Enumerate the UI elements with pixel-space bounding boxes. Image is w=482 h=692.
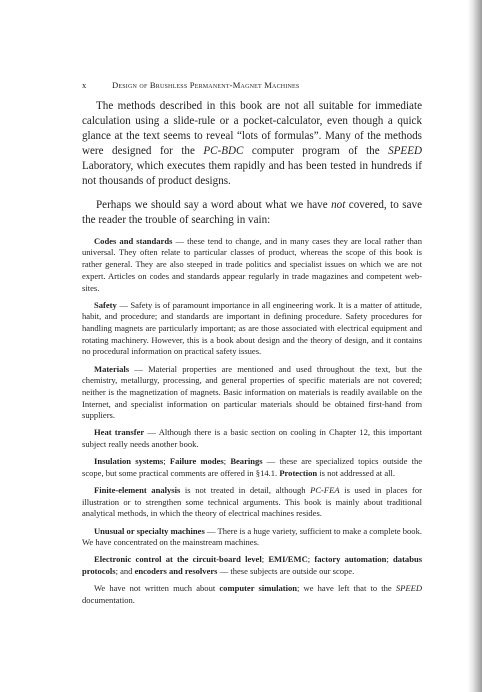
item-text: ; we have left that to the [297,583,396,594]
item-term: Unusual or specialty machines [94,525,205,536]
item-term: Insulation systems [94,456,164,467]
text-run: Perhaps we should say a word about what we have [96,198,332,211]
emphasis: not [331,198,346,211]
program-name: PC-BDC [203,145,244,158]
item-term: Electronic control at the circuit-board level [94,554,262,565]
item-text: — Safety is of paramount importance in all engineering work. It is a matter of attitude, habit, and procedure; and standards are important in defining procedure. Safety procedures for handling magnets are particularly important; as are those associated with electrical equipment and rotating machinery. However, this is a book about design and the theory of design, and it contains no procedural information on practical safety issues. [82,299,422,357]
separator: ; [223,456,231,467]
item-term: Failure modes [169,456,224,467]
program-name: PC-FEA [310,485,340,496]
separator: ; [261,554,269,565]
item-text: — Material properties are mentioned and used throughout the text, but the chemistry, metallurgy, processing, and general properties of specific materials are not covered; neither is the magnetization of magnets. Basic information on materials is readily available on the Internet, and specialist information on particular materials should be obtained first-hand from suppliers. [82,363,422,421]
running-title: Design of Brushless Permanent-Magnet Machines [112,80,300,90]
text-run: covered, to save the reader the trouble of searching in vain: [82,198,422,226]
text-run: computer program of the [243,145,389,158]
item-term: Finite-element analysis [94,485,181,496]
item-term: Protection [279,467,318,478]
item-term: factory automation [314,554,387,565]
item-text: is not addressed at all. [317,467,395,478]
item-materials [82,364,422,423]
item-codes-standards [82,236,422,295]
item-electronic-control [82,554,422,577]
item-term: encoders and resolvers [134,566,218,577]
item-text: — There is a huge variety, sufficient to make a complete book. We have concentrated on the mainstream machines. [82,525,422,548]
item-term: databus protocols [82,554,423,577]
item-text: — these are specialized topics outside the scope, but some practical comments are offered in §14.1. [82,456,423,478]
item-heat-transfer [82,427,422,450]
item-finite-element [82,485,422,520]
item-text: We have not written much about [94,583,220,594]
separator: ; and [115,566,135,577]
scope-paragraph [82,198,422,228]
separator: ; [163,456,170,467]
text-run: Laboratory, which executes them rapidly and has been tested in hundreds if not thousands of product designs. [82,160,422,188]
separator: ; [386,554,394,565]
item-term: EMI/EMC [268,554,308,565]
item-unusual-machines [82,526,422,549]
lab-name: SPEED [395,583,422,594]
item-term: Bearings [230,456,263,467]
item-text: — these subjects are outside our scope. [217,566,355,577]
item-term: Codes and standards [94,235,173,246]
item-text: is not treated in detail, although [180,485,311,496]
intro-paragraph [82,99,422,190]
item-text: — these tend to change, and in many cases they are local rather than universal. They often relate to particular classes of product, whereas the scope of this book is rather general. They are also steeped in trade politics and specialist issues on which we are not expert. Articles on codes and standards appear regularly in trade magazines and competent web-sites. [82,235,422,293]
item-term: Heat transfer [94,427,145,438]
item-text: documentation. [82,594,135,605]
item-insulation [82,456,422,479]
binding-edge-shadow [468,0,482,692]
running-header [82,80,422,90]
item-term: Safety [94,299,117,310]
item-text: — Although there is a basic section on cooling in Chapter 12, this important subject really needs another book. [82,427,422,450]
page-number: x [82,80,87,90]
item-term: computer simulation [219,583,297,594]
page-body [82,99,422,612]
item-computer-simulation [82,583,422,606]
item-term: Materials [94,363,130,374]
text-run: The methods described in this book are not all suitable for immediate calculation using a slide-rule or a pocket-calculator, even though a quick glance at the text seems to reveal “lots of formulas”. Many of the methods were designed for the [82,100,422,158]
lab-name: SPEED [388,145,422,158]
separator: ; [307,554,315,565]
item-text: is used in places for illustration or to strengthen some technical arguments. This book is mainly about traditional analytical methods, in which the theory of electrical machines resides. [82,485,422,519]
item-safety [82,300,422,359]
